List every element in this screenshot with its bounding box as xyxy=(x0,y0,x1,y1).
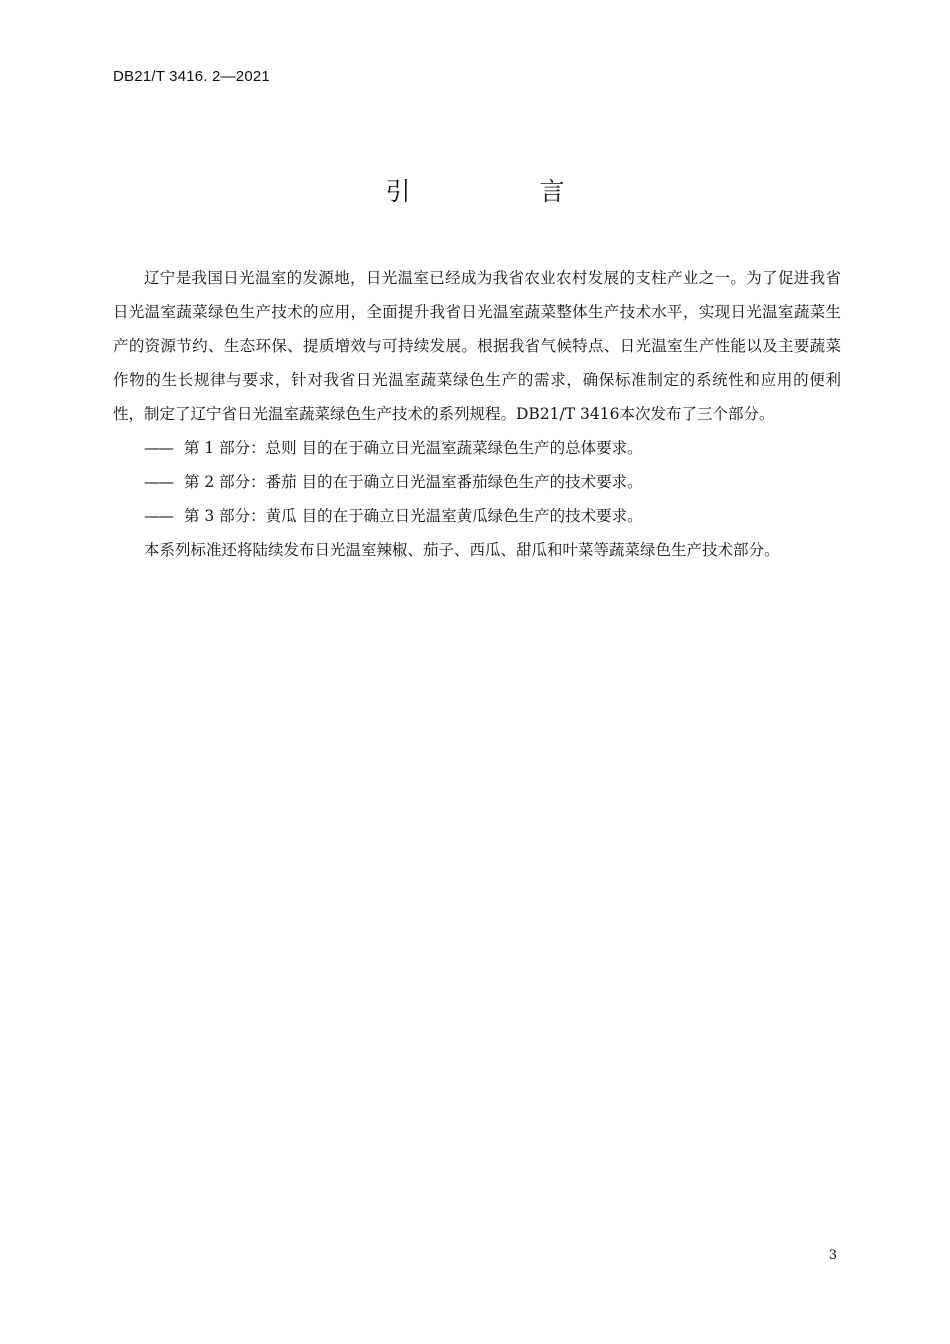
part-label: 第 1 部分：总则 xyxy=(183,439,297,457)
intro-paragraph: 辽宁是我国日光温室的发源地，日光温室已经成为我省农业农村发展的支柱产业之一。为了促进我省日光温室蔬菜绿色生产技术的应用，全面提升我省日光温室蔬菜整体生产技术水平，实现日光温室蔬菜生产的资源节约、生态环保、提质增效与可持续发展。根据我省气候特点、日光温室生产性能以及主要蔬菜作物的生长规律与要求，针对我省日光温室蔬菜绿色生产的需求，确保标准制定的系统性和应用的便利性，制定了辽宁省日光温室蔬菜绿色生产技术的系列规程。DB21/T 3416本次发布了三个部分。 xyxy=(113,269,841,423)
part-label: 第 3 部分：黄瓜 xyxy=(183,507,297,525)
list-dash: —— xyxy=(144,507,173,525)
part-item-2 xyxy=(113,465,841,499)
part-description: 目的在于确立日光温室蔬菜绿色生产的总体要求。 xyxy=(301,439,643,457)
part-description: 目的在于确立日光温室黄瓜绿色生产的技术要求。 xyxy=(301,507,643,525)
list-dash: —— xyxy=(144,439,173,457)
page-number: 3 xyxy=(828,1248,837,1263)
part-label: 第 2 部分：番茄 xyxy=(183,473,297,491)
part-item-1 xyxy=(113,431,841,465)
header-standard-code: DB21/T 3416. 2—2021 xyxy=(113,68,270,85)
document-body xyxy=(113,261,841,567)
page-title: 引 言 xyxy=(385,177,617,206)
closing-paragraph: 本系列标准还将陆续发布日光温室辣椒、茄子、西瓜、甜瓜和叶菜等蔬菜绿色生产技术部分。 xyxy=(144,541,780,559)
part-description: 目的在于确立日光温室番茄绿色生产的技术要求。 xyxy=(301,473,643,491)
part-item-3 xyxy=(113,499,841,533)
list-dash: —— xyxy=(144,473,173,491)
